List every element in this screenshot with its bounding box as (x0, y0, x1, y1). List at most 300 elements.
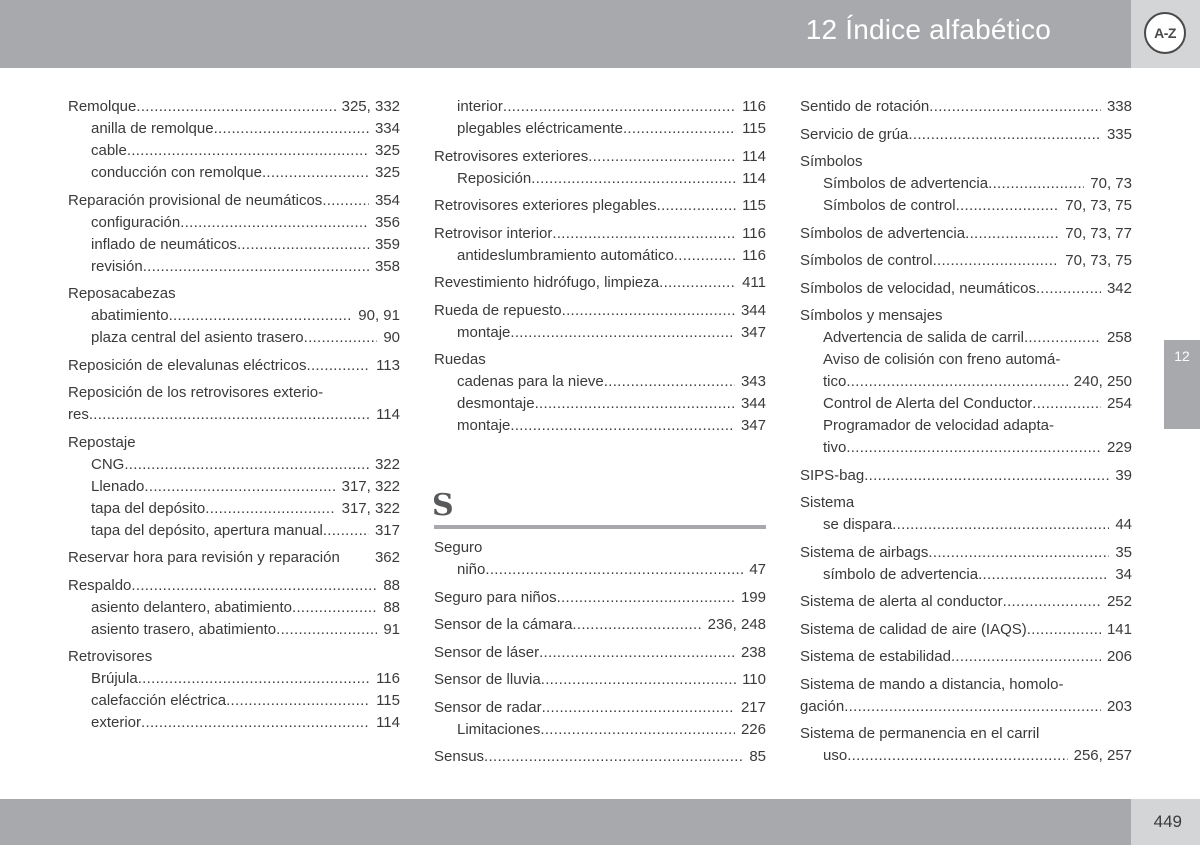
index-entry-line (91, 140, 400, 162)
section-letter: S (432, 488, 454, 523)
index-entry-text: Repostaje (68, 433, 136, 451)
page-reference: 88 (383, 598, 400, 616)
index-entry-line (457, 96, 766, 118)
index-icon-box (1131, 0, 1200, 68)
index-entry (800, 96, 1132, 118)
page-reference: 342 (1106, 279, 1132, 297)
index-entry-line (434, 669, 766, 691)
index-subentry (68, 520, 400, 542)
index-entry-text: montaje (457, 417, 511, 434)
index-subentry (434, 168, 766, 190)
index-entry (800, 674, 1132, 718)
index-entry (800, 591, 1132, 613)
index-subentry (800, 173, 1132, 195)
index-entry (434, 300, 766, 322)
index-entry-line (457, 322, 766, 344)
index-entry-line (91, 712, 400, 734)
page-reference: 199 (740, 588, 766, 606)
index-entry-line (434, 537, 766, 559)
index-entry-line (823, 514, 1132, 536)
page-reference: 256, 257 (1073, 747, 1132, 764)
index-entry (434, 697, 766, 719)
index-entry-line (800, 250, 1132, 272)
index-entry-line (457, 168, 766, 190)
index-entry-line (800, 646, 1132, 668)
index-entry-line (91, 305, 400, 327)
index-entry-line (91, 454, 400, 476)
index-entry-line (800, 619, 1132, 641)
index-entry-text: asiento trasero, abatimiento (91, 620, 277, 638)
index-column-2 (434, 96, 766, 768)
index-entry-text: Reposición (457, 169, 532, 187)
index-entry-text: Sistema de permanencia en el carril (800, 725, 1040, 742)
index-entry (800, 619, 1132, 641)
dot-leader (1024, 327, 1101, 349)
chapter-tab (1164, 340, 1200, 429)
index-entry-text: se dispara (823, 516, 893, 533)
index-entry-text: tico (823, 373, 847, 390)
index-entry-text: Limitaciones (457, 720, 541, 738)
index-subentry (434, 322, 766, 344)
index-subentry (434, 415, 766, 437)
page-reference: 322 (374, 455, 400, 473)
dot-leader (510, 415, 735, 437)
dot-leader (540, 719, 735, 741)
page-reference: 325 (374, 164, 400, 181)
index-entry-text: CNG (91, 455, 125, 473)
dot-leader (503, 96, 736, 118)
index-subentry (68, 712, 400, 734)
index-entry-text: antideslumbramiento automático (457, 246, 674, 264)
page-reference: 317 (374, 521, 400, 539)
index-entry-line (823, 745, 1132, 767)
page-reference: 347 (740, 417, 766, 434)
page-reference: 91 (383, 620, 400, 638)
index-entry-line (68, 283, 400, 305)
index-entry (434, 669, 766, 691)
index-entry-text: uso (823, 747, 848, 764)
index-entry-text: Sensus (434, 748, 485, 765)
index-entry (800, 723, 1132, 745)
index-entry-line (800, 96, 1132, 118)
index-entry-text: cadenas para la nieve (457, 373, 604, 390)
index-entry (800, 223, 1132, 245)
page-reference: 203 (1106, 697, 1132, 715)
index-entry-text: Sensor de radar (434, 698, 542, 716)
dot-leader (276, 619, 377, 641)
index-entry-line (91, 256, 400, 278)
dot-leader (929, 96, 1101, 118)
dot-leader (226, 690, 370, 712)
index-entry (68, 283, 400, 305)
index-entry (800, 305, 1132, 327)
index-entry-line (823, 327, 1132, 349)
dot-leader (262, 162, 369, 184)
index-entry-text: Reservar hora para revisión y reparación (68, 549, 340, 566)
index-entry-text: exterior (91, 714, 142, 731)
index-entry (434, 146, 766, 168)
index-entry-line (800, 492, 1132, 514)
page-reference: 344 (740, 395, 766, 412)
index-entry-text: SIPS-bag (800, 466, 865, 484)
page-reference: 113 (376, 356, 400, 374)
page-reference: 354 (374, 191, 400, 209)
index-entry-text: revisión (91, 257, 143, 275)
index-entry (800, 151, 1132, 173)
index-entry (68, 355, 400, 377)
index-entry (68, 96, 400, 118)
dot-leader (623, 118, 736, 140)
index-entry-text: Sistema (800, 494, 855, 511)
dot-leader (1036, 278, 1101, 300)
dot-leader (89, 404, 370, 426)
page-reference: 240, 250 (1073, 373, 1132, 390)
chapter-tab-label: 12 (1174, 348, 1190, 364)
dot-leader (484, 746, 743, 768)
index-subentry (68, 256, 400, 278)
page-reference: 335 (1106, 125, 1132, 143)
dot-leader (588, 146, 736, 168)
index-entry-text: Ruedas (434, 351, 486, 368)
dot-leader (846, 371, 1067, 393)
index-entry-line (91, 690, 400, 712)
page-reference: 358 (374, 257, 400, 275)
dot-leader (659, 272, 736, 294)
index-column-2-s-entries (434, 537, 766, 768)
index-subentry (800, 745, 1132, 767)
page-reference: 238 (740, 643, 766, 661)
dot-leader (136, 96, 335, 118)
page-reference: 115 (376, 692, 400, 709)
index-entry-text: Control de Alerta del Conductor (823, 395, 1033, 412)
index-entry-text: Sensor de la cámara (434, 616, 573, 633)
index-subentry (68, 476, 400, 498)
index-entry-line (91, 476, 400, 498)
page-reference: 34 (1115, 565, 1132, 583)
page-reference: 334 (374, 120, 400, 137)
index-entry-line (434, 272, 766, 294)
index-entry-line (800, 465, 1132, 487)
index-entry-line (823, 371, 1132, 393)
dot-leader (510, 322, 735, 344)
index-entry-line (68, 432, 400, 454)
dot-leader (535, 393, 735, 415)
index-subentry (68, 619, 400, 641)
index-entry-line (434, 300, 766, 322)
index-entry-text: asiento delantero, abatimiento (91, 598, 292, 616)
index-entry-text: Remolque (68, 98, 137, 115)
page-reference: 116 (742, 246, 766, 264)
index-entry-line (68, 355, 400, 377)
page-title: 12 Índice alfabético (805, 14, 1051, 45)
index-entry-text: Sensor de láser (434, 643, 540, 661)
index-entry-line (800, 124, 1132, 146)
dot-leader (180, 212, 369, 234)
index-entry-line (434, 642, 766, 664)
index-subentry (68, 690, 400, 712)
index-column-2-r-entries (434, 96, 766, 437)
index-entry-line (457, 559, 766, 581)
index-entry-text: Retrovisores exteriores plegables (434, 197, 657, 214)
dot-leader (557, 587, 735, 609)
index-entry (434, 642, 766, 664)
index-entry-text: res (68, 406, 89, 423)
index-subentry (434, 719, 766, 741)
index-entry-text: Advertencia de salida de carril (823, 329, 1024, 346)
page-footer (0, 799, 1131, 845)
dot-leader (892, 514, 1109, 536)
index-entry-text: Sistema de calidad de aire (IAQS) (800, 620, 1027, 638)
page-reference: 141 (1106, 620, 1132, 638)
index-subentry (800, 349, 1132, 393)
page-reference: 114 (376, 714, 400, 731)
index-subentry (434, 245, 766, 267)
index-subentry (800, 195, 1132, 217)
page-reference: 39 (1115, 466, 1132, 484)
index-subentry (800, 327, 1132, 349)
index-entry-line (68, 646, 400, 668)
index-entry-line (91, 118, 400, 140)
index-entry-text: Símbolos de velocidad, neumáticos (800, 279, 1036, 297)
index-entry-text: Sistema de airbags (800, 543, 929, 561)
dot-leader (562, 300, 735, 322)
page-reference: 70, 73, 75 (1065, 197, 1132, 214)
page-reference: 254 (1106, 395, 1132, 412)
dot-leader (965, 223, 1059, 245)
index-entry (800, 465, 1132, 487)
index-subentry (800, 393, 1132, 415)
index-entry-text: Seguro para niños (434, 588, 557, 606)
index-entry-line (457, 719, 766, 741)
index-entry (434, 349, 766, 371)
a-z-index-icon: A-Z (1144, 12, 1186, 54)
index-entry-text: Reposición de los retrovisores exterio- (68, 384, 324, 401)
index-subentry (68, 327, 400, 349)
index-entry-line (800, 723, 1132, 745)
page-reference: 115 (742, 197, 766, 214)
index-entry-line (91, 498, 400, 520)
index-entry-line (457, 371, 766, 393)
index-entry-line (91, 668, 400, 690)
index-entry (68, 382, 400, 426)
index-column-1 (68, 96, 400, 734)
index-entry-text: Revestimiento hidrófugo, limpieza (434, 274, 660, 291)
page-reference: 35 (1115, 543, 1132, 561)
index-entry (68, 575, 400, 597)
index-subentry (434, 118, 766, 140)
index-entry-text: abatimiento (91, 307, 169, 324)
page-reference: 252 (1106, 593, 1132, 610)
page-reference: 347 (740, 323, 766, 341)
dot-leader (143, 256, 369, 278)
page-reference: 226 (740, 720, 766, 738)
page-reference: 343 (740, 373, 766, 390)
page-reference: 317, 322 (341, 499, 400, 517)
page-reference: 110 (742, 671, 766, 688)
dot-leader (908, 124, 1101, 146)
page-reference: 236, 248 (707, 616, 766, 633)
index-subentry (434, 559, 766, 581)
index-entry-text: Reposición de elevalunas eléctricos (68, 356, 307, 374)
page-reference: 356 (374, 213, 400, 231)
index-entry-text: Símbolos de advertencia (800, 224, 966, 242)
page-reference: 116 (742, 98, 766, 115)
dot-leader (306, 355, 370, 377)
section-s (432, 488, 766, 529)
index-entry-text: Aviso de colisión con freno automá- (823, 351, 1061, 368)
section-rule (434, 525, 766, 529)
index-entry-text: Sistema de mando a distancia, homolo- (800, 675, 1064, 693)
index-entry (434, 614, 766, 636)
index-entry-text: anilla de remolque (91, 120, 214, 137)
index-entry-text: Brújula (91, 670, 138, 687)
index-entry-line (800, 151, 1132, 173)
index-entry-line (457, 393, 766, 415)
dot-leader (542, 697, 735, 719)
index-entry-text: Reposacabezas (68, 285, 176, 302)
index-entry-line (823, 564, 1132, 586)
index-entry-line (823, 173, 1132, 195)
index-entry-line (800, 223, 1132, 245)
index-subentry (68, 498, 400, 520)
index-entry-text: cable (91, 142, 127, 159)
dot-leader (847, 745, 1067, 767)
index-entry-line (91, 212, 400, 234)
index-entry-text: desmontaje (457, 395, 535, 412)
index-entry-line (434, 697, 766, 719)
index-entry-line (91, 619, 400, 641)
index-entry-text: Retrovisores exteriores (434, 147, 589, 165)
dot-leader (214, 118, 369, 140)
dot-leader (951, 646, 1101, 668)
page-reference: 344 (740, 301, 766, 319)
index-entry-line (91, 520, 400, 542)
index-entry-text: símbolo de advertencia (823, 565, 979, 583)
dot-leader (131, 575, 377, 597)
dot-leader (552, 223, 736, 245)
index-entry-line (800, 696, 1132, 718)
index-entry-text: Símbolos y mensajes (800, 307, 943, 324)
index-subentry (800, 514, 1132, 536)
index-entry-text: Programador de velocidad adapta- (823, 417, 1054, 434)
index-entry (800, 542, 1132, 564)
index-entry-text: Sistema de alerta al conductor (800, 593, 1003, 610)
index-entry (434, 537, 766, 559)
page-reference: 325 (374, 142, 400, 159)
page-reference: 258 (1106, 329, 1132, 346)
index-entry-text: Símbolos de control (823, 197, 956, 214)
index-entry-text: Llenado (91, 477, 145, 495)
index-entry (800, 124, 1132, 146)
page-reference: 338 (1106, 98, 1132, 115)
dot-leader (1003, 591, 1101, 613)
index-entry-line (68, 547, 400, 569)
dot-leader (956, 195, 1060, 217)
index-entry (800, 250, 1132, 272)
page-reference: 325, 332 (341, 98, 400, 115)
index-subentry (434, 96, 766, 118)
index-entry-line (434, 746, 766, 768)
index-entry-line (434, 349, 766, 371)
index-entry-line (823, 393, 1132, 415)
index-entry-text: Respaldo (68, 576, 132, 594)
index-entry-line (800, 305, 1132, 327)
dot-leader (237, 234, 369, 256)
dot-leader (322, 190, 369, 212)
page-reference: 90 (383, 329, 400, 346)
index-entry-text: interior (457, 98, 503, 115)
index-entry-line (68, 190, 400, 212)
dot-leader (323, 520, 369, 542)
dot-leader (138, 668, 370, 690)
index-entry-text: niño (457, 561, 486, 578)
index-entry (800, 492, 1132, 514)
page-number-box (1131, 799, 1200, 845)
dot-leader (657, 195, 736, 217)
index-entry (68, 646, 400, 668)
index-entry-text: configuración (91, 213, 181, 231)
dot-leader (604, 371, 735, 393)
dot-leader (485, 559, 743, 581)
index-entry-text: Retrovisores (68, 648, 153, 665)
index-entry (434, 746, 766, 768)
index-entry-text: calefacción eléctrica (91, 692, 227, 709)
page-reference: 116 (376, 670, 400, 687)
dot-leader (928, 542, 1109, 564)
index-entry-text: tivo (823, 439, 847, 456)
dot-leader (988, 173, 1084, 195)
page-reference: 362 (374, 549, 400, 566)
dot-leader (141, 712, 370, 734)
page-header (0, 0, 1131, 68)
index-entry-line (91, 234, 400, 256)
index-subentry (68, 212, 400, 234)
dot-leader (531, 168, 736, 190)
index-subentry (68, 597, 400, 619)
index-entry-line (434, 195, 766, 217)
index-entry-line (91, 327, 400, 349)
index-subentry (68, 140, 400, 162)
page-reference: 70, 73 (1090, 175, 1132, 192)
index-entry-text: Sistema de estabilidad (800, 648, 951, 665)
index-entry-text: gación (800, 697, 845, 715)
index-entry-line (800, 278, 1132, 300)
index-entry-text: plaza central del asiento trasero (91, 329, 304, 346)
index-entry-text: tapa del depósito, apertura manual (91, 521, 323, 539)
index-entry-line (823, 195, 1132, 217)
dot-leader (1032, 393, 1101, 415)
index-subentry (68, 234, 400, 256)
index-entry (434, 195, 766, 217)
index-entry-line (800, 542, 1132, 564)
index-entry-line (457, 245, 766, 267)
dot-leader (124, 454, 369, 476)
dot-leader (933, 250, 1060, 272)
index-subentry (434, 371, 766, 393)
index-entry (434, 272, 766, 294)
page-reference: 44 (1115, 516, 1132, 533)
index-entry-line (823, 437, 1132, 459)
index-entry (434, 223, 766, 245)
index-entry-text: Sentido de rotación (800, 98, 930, 115)
index-entry-text: Símbolos (800, 153, 863, 170)
index-entry-text: montaje (457, 323, 511, 341)
dot-leader (169, 305, 353, 327)
index-entry-text: tapa del depósito (91, 499, 206, 517)
index-entry-text: Servicio de grúa (800, 125, 909, 143)
index-entry-text: Retrovisor interior (434, 224, 553, 242)
index-subentry (68, 454, 400, 476)
